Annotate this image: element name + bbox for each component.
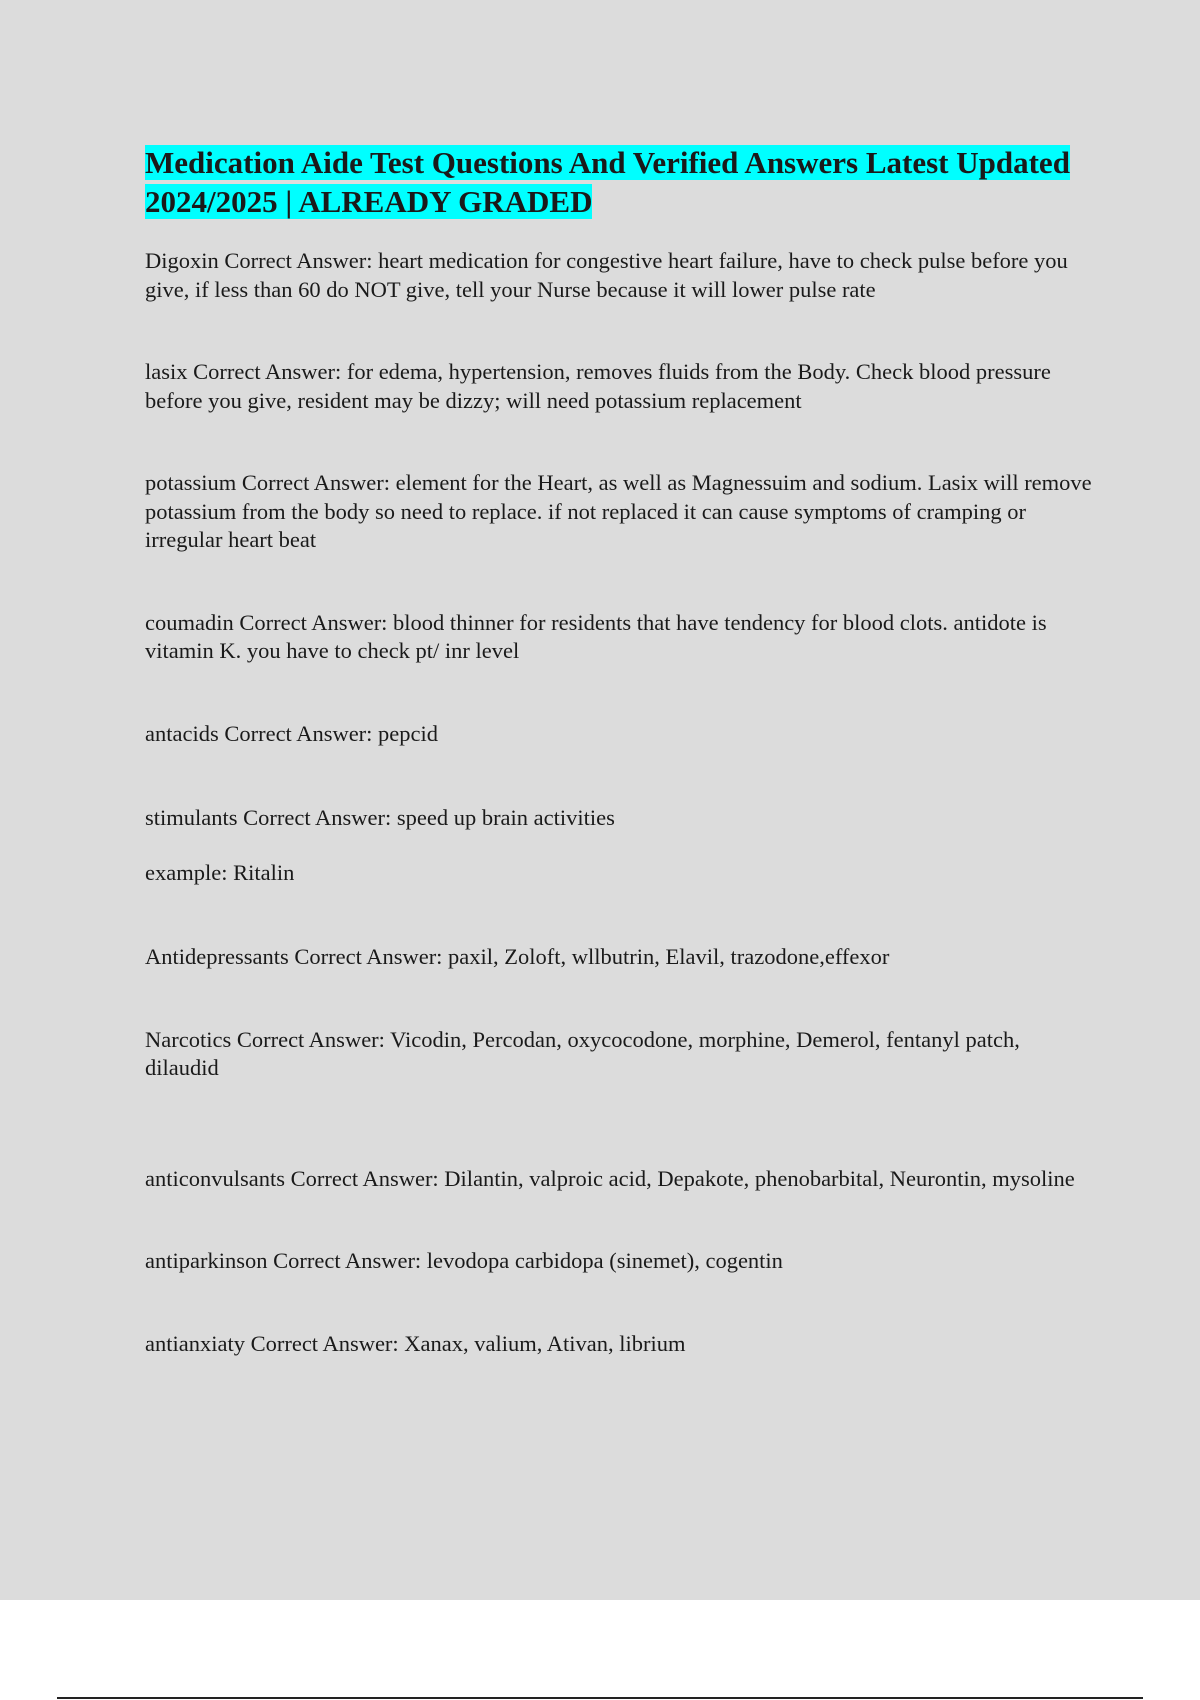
qa-entry-antiparkinson: antiparkinson Correct Answer: levodopa carbidopa (sinemet), cogentin [145,1248,783,1273]
document-content [145,143,1095,1358]
qa-entry-narcotics: Narcotics Correct Answer: Vicodin, Percodan, oxycocodone, morphine, Demerol, fentanyl patch, dilaudid [145,1026,1020,1080]
qa-entry-stimulants-example: example: Ritalin [145,859,295,885]
document-title [145,143,1095,221]
qa-entry-antacids: antacids Correct Answer: pepcid [145,720,439,746]
footer-divider [57,1697,1143,1699]
qa-entry-stimulants: stimulants Correct Answer: speed up brain activities [145,805,615,830]
qa-entry-antidepressants: Antidepressants Correct Answer: paxil, Zoloft, wllbutrin, Elavil, trazodone,effexor [145,944,890,969]
qa-entry-digoxin: Digoxin Correct Answer: heart medication for congestive heart failure, have to check pulse before you give, if less than 60 do NOT give, tell your Nurse because it will lower pulse rate [145,248,1068,302]
document-title-text: Medication Aide Test Questions And Verified Answers Latest Updated 2024/2025 | ALREADY GRADED [145,145,1070,219]
qa-entry-potassium: potassium Correct Answer: element for the Heart, as well as Magnessuim and sodium. Lasix will remove potassium from the body so need to replace. if not replaced it can cause symptoms of cramping or irregular heart beat [145,470,1092,552]
qa-entry-lasix: lasix Correct Answer: for edema, hypertension, removes fluids from the Body. Check blood pressure before you give, resident may be dizzy; will need potassium replacement [145,359,1051,413]
qa-entry-antianxiety: antianxiaty Correct Answer: Xanax, valium, Ativan, librium [145,1330,686,1356]
qa-entry-anticonvulsants: anticonvulsants Correct Answer: Dilantin, valproic acid, Depakote, phenobarbital, Neurontin, mysoline [145,1165,1075,1191]
qa-entry-coumadin: coumadin Correct Answer: blood thinner for residents that have tendency for blood clots. antidote is vitamin K. you have to check pt/ inr level [145,609,1047,663]
